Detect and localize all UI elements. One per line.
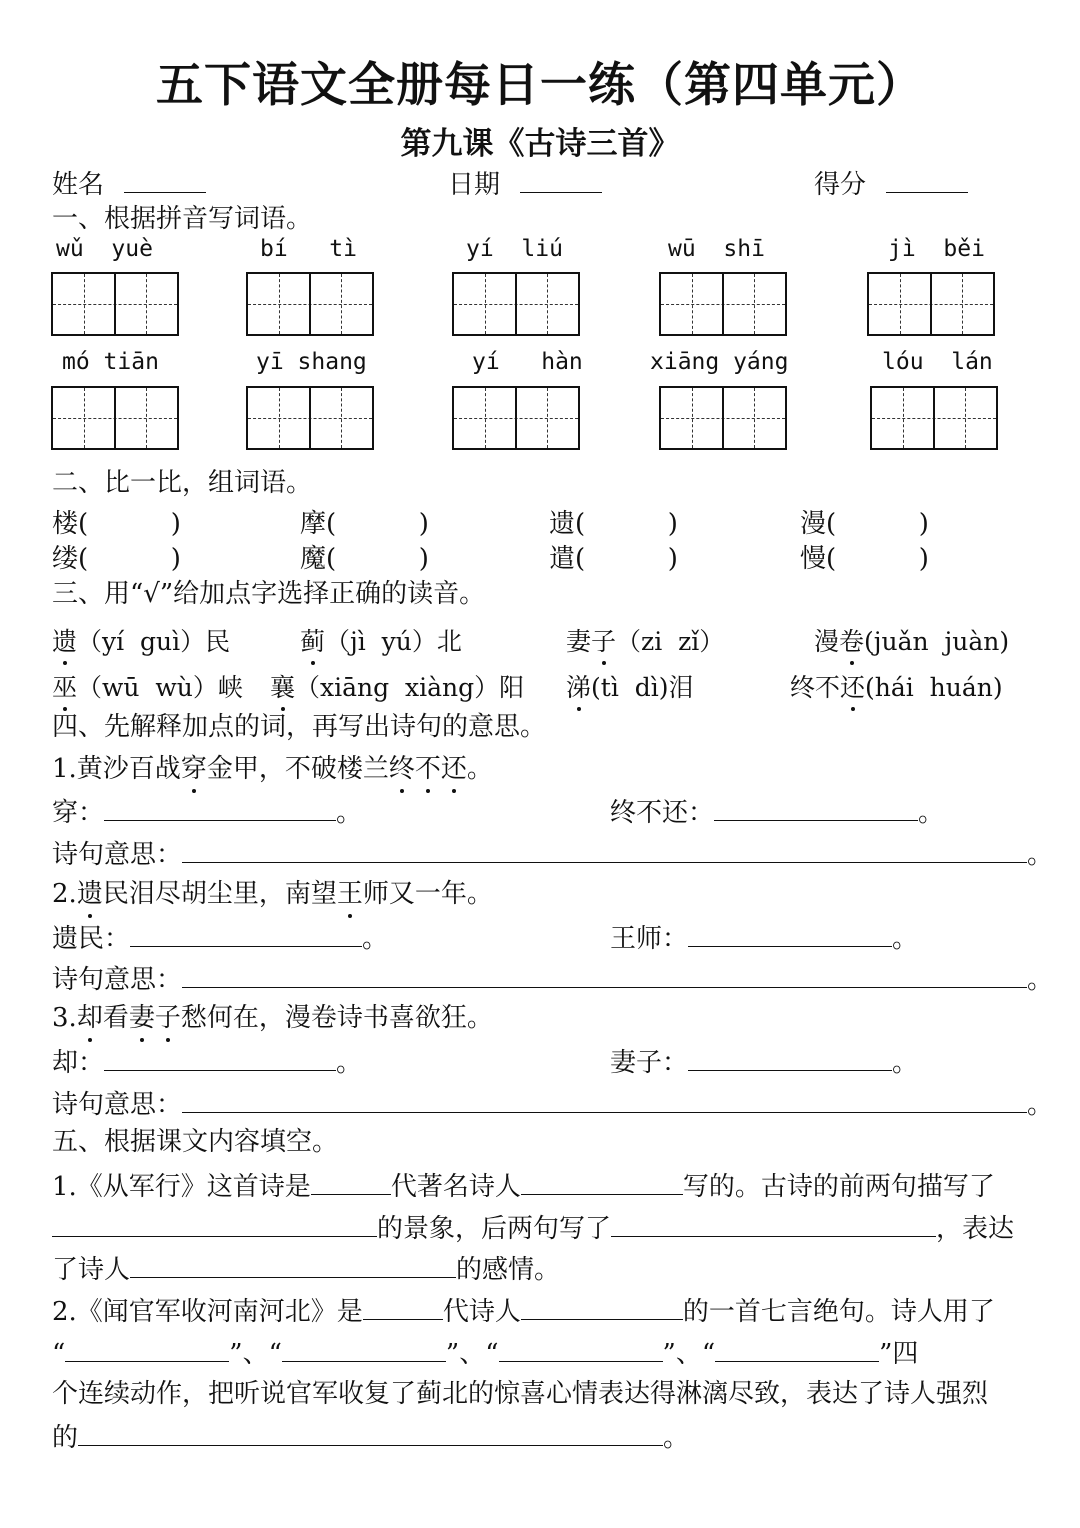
name-label: 姓名 (52, 170, 105, 200)
answer-blank[interactable] (52, 1210, 377, 1237)
answer-blank[interactable] (78, 1419, 663, 1446)
explain-field: 穿： 。 (52, 794, 362, 830)
answer-blank[interactable] (311, 1168, 391, 1195)
writing-grid[interactable] (51, 272, 179, 336)
writing-grid[interactable] (51, 386, 179, 450)
compare-item[interactable]: 遗( ) (549, 509, 678, 539)
answer-blank[interactable] (611, 1210, 936, 1237)
pronunciation-item[interactable]: 襄（xiāng xiàng）阳 (270, 668, 524, 704)
pronunciation-item[interactable]: 遗（yí guì）民 (52, 622, 230, 658)
writing-grid[interactable] (659, 386, 787, 450)
poem-line-3: 3.却看妻子愁何在，漫卷诗书喜欲狂。 (52, 1003, 493, 1033)
compare-item[interactable]: 慢( ) (800, 544, 929, 574)
explain-field: 遗民： 。 (52, 920, 388, 956)
compare-item[interactable]: 楼( ) (52, 509, 181, 539)
name-field (52, 166, 206, 202)
writing-grid[interactable] (659, 272, 787, 336)
answer-blank[interactable] (65, 1335, 229, 1362)
explain-field: 妻子： 。 (610, 1044, 918, 1080)
fill-line: 的 。 (52, 1419, 689, 1455)
meaning-field: 诗句意思： 。 (52, 961, 1053, 997)
answer-blank[interactable] (688, 1044, 892, 1071)
pronunciation-item[interactable]: 巫（wū wù）峡 (52, 668, 243, 704)
pinyin-label: yí liú (466, 236, 563, 262)
meaning-blank[interactable] (182, 961, 1027, 988)
lesson-subtitle: 第九课《古诗三首》 (400, 126, 680, 162)
compare-item[interactable]: 缕( ) (52, 544, 181, 574)
score-label: 得分 (814, 170, 867, 200)
pinyin-label: wǔ yuè (56, 236, 153, 262)
fill-line: “ ”、“ ”、“ ”、“ ”四 (52, 1335, 918, 1371)
answer-blank[interactable] (282, 1335, 446, 1362)
pinyin-label: yī shang (256, 349, 367, 375)
writing-grid[interactable] (246, 272, 374, 336)
pinyin-label: mó tiān (62, 349, 159, 375)
pronunciation-item[interactable]: 涕(tì dì)泪 (566, 668, 693, 704)
answer-blank[interactable] (104, 1044, 336, 1071)
date-field (448, 166, 602, 202)
answer-blank[interactable] (521, 1293, 683, 1320)
fill-line: 2.《闻官军收河南河北》是 代诗人 的一首七言绝句。诗人用了 (52, 1293, 995, 1329)
answer-blank[interactable] (499, 1335, 663, 1362)
name-blank[interactable] (124, 166, 206, 193)
section3-heading: 三、用“√”给加点字选择正确的读音。 (52, 579, 486, 609)
pinyin-label: yí hàn (472, 349, 583, 375)
score-field (814, 166, 968, 202)
compare-item[interactable]: 遣( ) (549, 544, 678, 574)
poem-line-2: 2.遗民泪尽胡尘里，南望王师又一年。 (52, 879, 493, 909)
fill-line: 1.《从军行》这首诗是 代著名诗人 写的。古诗的前两句描写了 (52, 1168, 995, 1204)
date-label: 日期 (448, 170, 501, 200)
fill-line: 个连续动作，把听说官军收复了蓟北的惊喜心情表达得淋漓尽致，表达了诗人强烈 (52, 1379, 989, 1409)
pinyin-label: wū shī (668, 236, 765, 262)
compare-item[interactable]: 摩( ) (300, 509, 429, 539)
fill-line: 的景象，后两句写了 ，表达 (52, 1210, 1014, 1246)
date-blank[interactable] (520, 166, 602, 193)
pronunciation-item[interactable]: 终不还(hái huán) (790, 668, 1003, 704)
section2-heading: 二、比一比，组词语。 (52, 468, 313, 498)
pinyin-label: lóu lán (882, 349, 993, 375)
pronunciation-item[interactable]: 蓟（jì yú）北 (300, 622, 462, 658)
section1-heading: 一、根据拼音写词语。 (52, 204, 313, 234)
writing-grid[interactable] (452, 386, 580, 450)
pronunciation-item[interactable]: 漫卷(juǎn juàn) (814, 622, 1009, 658)
answer-blank[interactable] (715, 1335, 879, 1362)
answer-blank[interactable] (104, 794, 336, 821)
meaning-field: 诗句意思： 。 (52, 1086, 1053, 1122)
answer-blank[interactable] (363, 1293, 443, 1320)
pinyin-label: jì běi (888, 236, 985, 262)
meaning-field: 诗句意思： 。 (52, 836, 1053, 872)
answer-blank[interactable] (714, 794, 918, 821)
writing-grid[interactable] (452, 272, 580, 336)
compare-item[interactable]: 魔( ) (300, 544, 429, 574)
answer-blank[interactable] (130, 1251, 456, 1278)
answer-blank[interactable] (688, 920, 892, 947)
answer-blank[interactable] (130, 920, 362, 947)
pinyin-label: xiāng yáng (650, 349, 789, 375)
page-title: 五下语文全册每日一练（第四单元） (156, 58, 924, 113)
explain-field: 却： 。 (52, 1044, 362, 1080)
writing-grid[interactable] (246, 386, 374, 450)
writing-grid[interactable] (870, 386, 998, 450)
writing-grid[interactable] (867, 272, 995, 336)
explain-field: 王师： 。 (610, 920, 918, 956)
pinyin-label: bí tì (260, 236, 357, 262)
pronunciation-item[interactable]: 妻子（zi zǐ） (566, 622, 724, 658)
meaning-blank[interactable] (182, 1086, 1027, 1113)
explain-field: 终不还： 。 (610, 794, 944, 830)
answer-blank[interactable] (521, 1168, 683, 1195)
section5-heading: 五、根据课文内容填空。 (52, 1127, 339, 1157)
poem-line-1: 1.黄沙百战穿金甲，不破楼兰终不还。 (52, 754, 493, 784)
section4-heading: 四、先解释加点的词，再写出诗句的意思。 (52, 712, 547, 742)
meaning-blank[interactable] (182, 836, 1027, 863)
fill-line: 了诗人 的感情。 (52, 1251, 560, 1287)
score-blank[interactable] (886, 166, 968, 193)
compare-item[interactable]: 漫( ) (800, 509, 929, 539)
